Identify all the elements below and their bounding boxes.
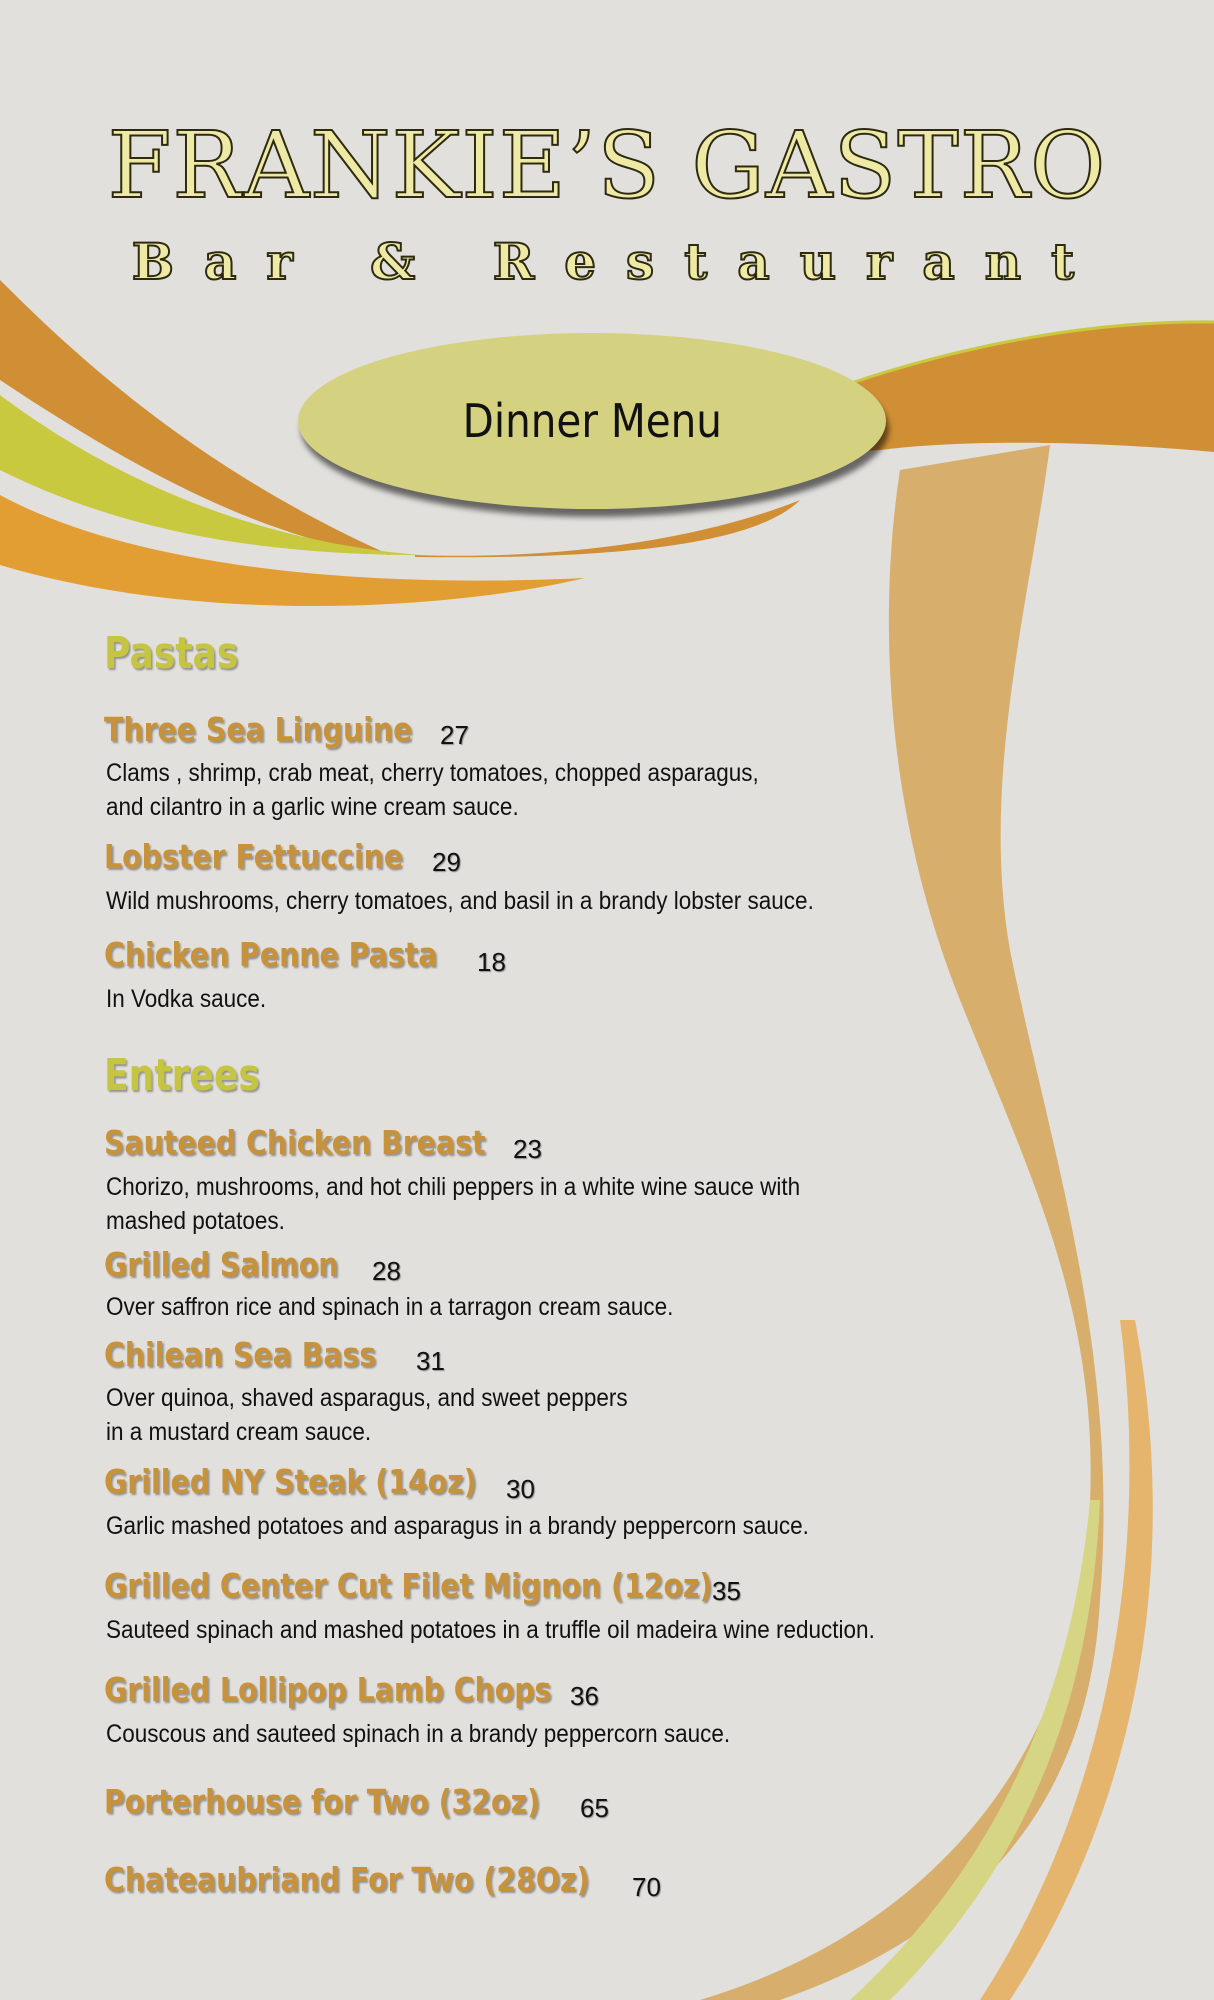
menu-item-price: 29 xyxy=(432,847,461,877)
menu-item-name: Grilled Salmon xyxy=(104,1245,339,1284)
menu-item-name: Chicken Penne Pasta xyxy=(104,935,438,974)
menu-item-description: Over quinoa, shaved asparagus, and sweet peppers in a mustard cream sauce. xyxy=(106,1384,628,1446)
menu-item-description: Garlic mashed potatoes and asparagus in a brandy peppercorn sauce. xyxy=(106,1512,809,1540)
menu-item-description: In Vodka sauce. xyxy=(106,985,267,1013)
menu-item-name: Grilled Center Cut Filet Mignon (12oz) xyxy=(104,1566,713,1605)
menu-item-price: 36 xyxy=(570,1681,599,1711)
menu-item-description: Chorizo, mushrooms, and hot chili peppers in a white wine sauce with mashed potatoes. xyxy=(106,1173,801,1235)
menu-item-name: Chilean Sea Bass xyxy=(104,1335,377,1374)
menu-item-price: 70 xyxy=(632,1872,661,1902)
menu-item-name: Grilled NY Steak (14oz) xyxy=(104,1462,477,1501)
menu-item-description: Couscous and sauteed spinach in a brandy peppercorn sauce. xyxy=(106,1720,731,1748)
menu-item-price: 27 xyxy=(440,720,469,750)
menu-item-price: 35 xyxy=(712,1576,741,1606)
menu-item-name: Sauteed Chicken Breast xyxy=(104,1123,486,1162)
menu-item-name: Lobster Fettuccine xyxy=(104,837,404,876)
menu-item-price: 65 xyxy=(580,1793,609,1823)
menu-item-description: Over saffron rice and spinach in a tarragon cream sauce. xyxy=(106,1293,674,1321)
menu-item-name: Chateaubriand For Two (28Oz) xyxy=(104,1860,590,1899)
menu-item-name: Porterhouse for Two (32oz) xyxy=(104,1782,541,1821)
dinner-menu-badge xyxy=(298,333,886,509)
restaurant-subtitle: Bar & Restaurant xyxy=(131,232,1105,291)
menu-label: Dinner Menu xyxy=(462,394,722,448)
menu-item-description: Sauteed spinach and mashed potatoes in a truffle oil madeira wine reduction. xyxy=(106,1616,875,1644)
restaurant-name: FRANKIE’S GASTRO xyxy=(107,112,1107,219)
section-title-pastas: Pastas xyxy=(104,628,239,679)
menu-item-price: 28 xyxy=(372,1256,401,1286)
menu-item-description: Wild mushrooms, cherry tomatoes, and basil in a brandy lobster sauce. xyxy=(106,887,814,915)
menu-item-price: 30 xyxy=(506,1474,535,1504)
menu-item-price: 18 xyxy=(477,947,506,977)
section-title-entrees: Entrees xyxy=(104,1050,260,1101)
menu-item-description: Clams , shrimp, crab meat, cherry tomatoes, chopped asparagus, and cilantro in a garlic wine cream sauce. xyxy=(106,759,759,821)
menu-item-price: 23 xyxy=(513,1134,542,1164)
menu-item-price: 31 xyxy=(416,1346,445,1376)
menu-item-name: Three Sea Linguine xyxy=(104,710,413,749)
menu-item-name: Grilled Lollipop Lamb Chops xyxy=(104,1670,552,1709)
